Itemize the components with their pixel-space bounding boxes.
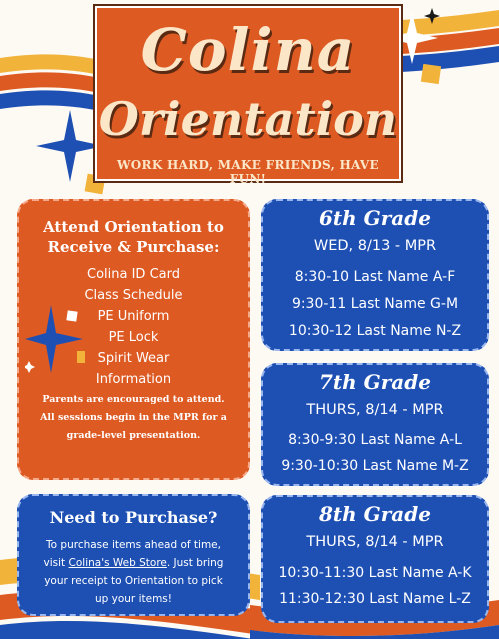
list-item: Colina ID Card (87, 267, 180, 282)
star-icon (36, 110, 104, 182)
grade-title: 6th Grade (319, 206, 431, 230)
grade-title: 8th Grade (319, 502, 431, 526)
list-item: PE Uniform (97, 309, 170, 324)
session-item: 10:30-11:30 Last Name A-K (278, 565, 472, 581)
session-list (263, 264, 487, 345)
grade-date: THURS, 8/14 - MPR (306, 534, 444, 550)
purchase-heading: Need to Purchase? (49, 508, 218, 527)
purchase-body: To purchase items ahead of time, visit Colina's Web Store. Just bring your receipt to Orientation to pick up your items! (43, 539, 224, 605)
list-item: Information (95, 372, 172, 387)
web-store-link[interactable]: Colina's Web Store (68, 557, 167, 569)
session-item: 9:30-11 Last Name G-M (291, 296, 459, 312)
grade-date: WED, 8/13 - MPR (313, 238, 437, 254)
page-subtitle: Orientation (98, 92, 398, 146)
attend-note: Parents are encouraged to attend. All sessions begin in the MPR for a grade-level presentation. (40, 394, 227, 441)
tagline: WORK HARD, MAKE FRIENDS, HAVE FUN! (117, 158, 379, 186)
session-list (263, 560, 487, 612)
attend-heading: Attend Orientation to Receive & Purchase: (43, 218, 224, 256)
session-list (263, 427, 487, 479)
session-item: 11:30-12:30 Last Name L-Z (279, 591, 471, 607)
title-banner (95, 6, 401, 186)
grade-title: 7th Grade (319, 370, 431, 394)
session-item: 8:30-10 Last Name A-F (294, 269, 456, 285)
grade-date: THURS, 8/14 - MPR (306, 402, 444, 418)
grade-6-panel (261, 199, 489, 351)
square-icon (65, 309, 79, 323)
session-item: 9:30-10:30 Last Name M-Z (281, 458, 469, 474)
list-item: PE Lock (108, 330, 159, 345)
list-item: Spirit Wear (97, 351, 170, 366)
session-item: 10:30-12 Last Name N-Z (288, 323, 462, 339)
need-to-purchase-panel (17, 494, 250, 616)
attend-orientation-panel (17, 199, 250, 480)
grade-8-panel (261, 495, 489, 623)
session-item: 8:30-9:30 Last Name A-L (288, 432, 462, 448)
list-item: Class Schedule (84, 288, 183, 303)
grade-7-panel (261, 363, 489, 486)
page-title: Colina (140, 16, 356, 84)
